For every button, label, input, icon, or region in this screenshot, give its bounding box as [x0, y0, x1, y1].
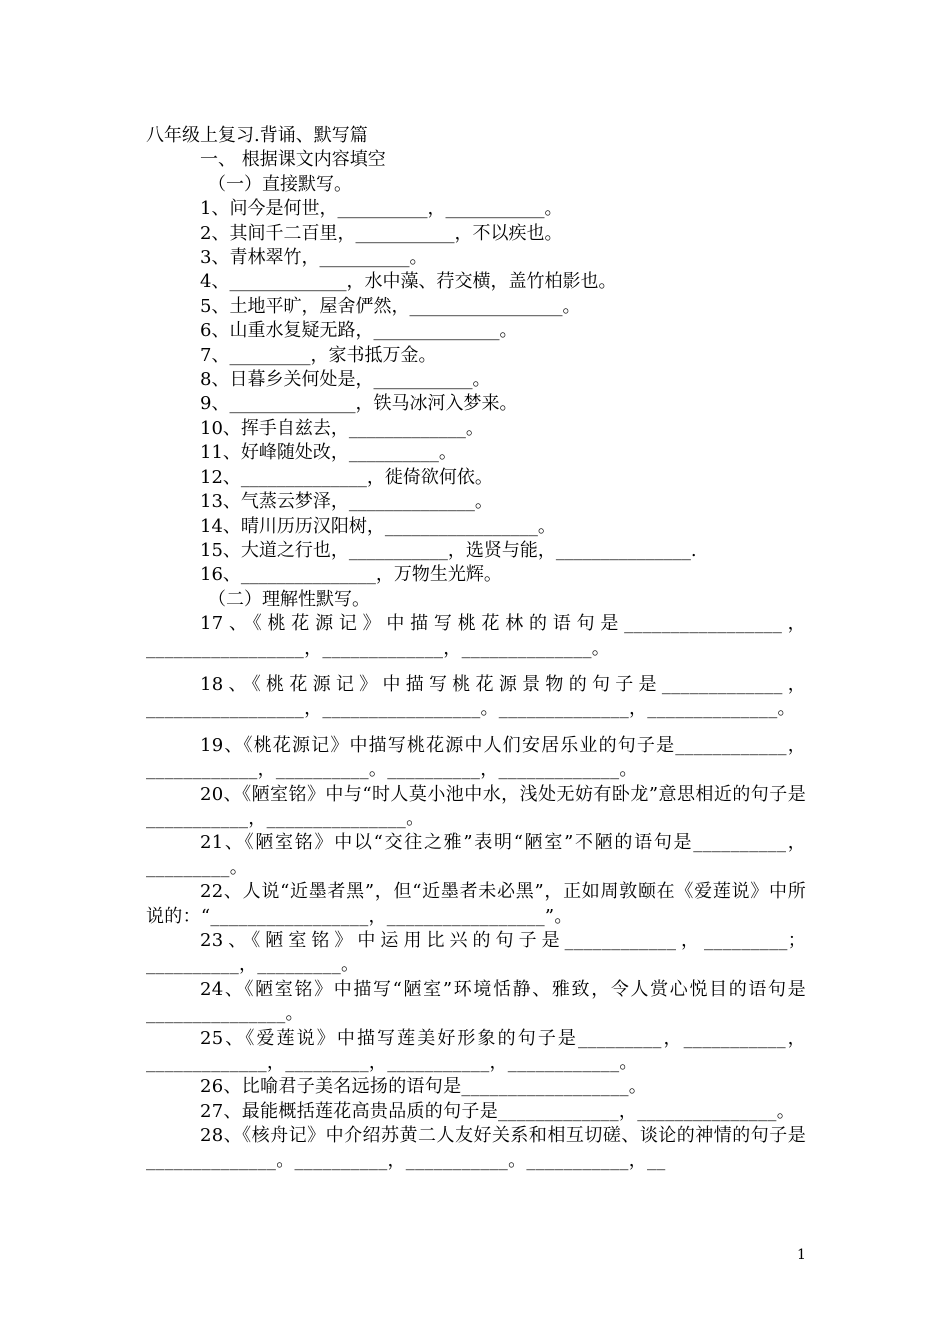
- fill-item: 16、_______________，万物生光辉。: [200, 564, 502, 586]
- question-paragraph: 23、《陋室铭》中运用比兴的句子是____________，_________；__________，_________。: [146, 930, 806, 976]
- question-paragraph: 22、人说“近墨者黑”，但“近墨者未必黑”，正如周敦颐在《爱莲说》中所说的：“_________________，_________________”。: [146, 881, 806, 927]
- question-paragraph: 26、比喻君子美名远扬的语句是__________________。: [200, 1076, 648, 1098]
- fill-item: 13、气蒸云梦泽，______________。: [200, 491, 493, 513]
- subsection-heading: （一）直接默写。: [208, 173, 352, 195]
- fill-item: 12、______________，徙倚欲何依。: [200, 466, 493, 488]
- document-body: [146, 124, 806, 1173]
- fill-item: 3、青林翠竹，__________。: [200, 247, 428, 269]
- question-paragraph: 17、《桃花源记》中描写桃花林的语句是_________________，_________________，_____________，______________。: [146, 613, 806, 659]
- fill-item: 7、_________，家书抵万金。: [200, 344, 437, 366]
- question-paragraph: 28、《核舟记》中介绍苏黄二人友好关系和相互切磋、谈论的神情的句子是______________。__________，___________。___________，__: [146, 1125, 806, 1171]
- subsection-heading: （二）理解性默写。: [208, 588, 370, 610]
- page-title: 八年级上复习.背诵、默写篇: [146, 125, 368, 146]
- fill-item: 9、______________，铁马冰河入梦来。: [200, 393, 518, 415]
- fill-item: 15、大道之行也，___________，选贤与能，_______________.: [200, 539, 697, 561]
- fill-item: 5、土地平旷，屋舍俨然，_________________。: [200, 295, 581, 317]
- question-paragraph: 25、《爱莲说》中描写莲美好形象的句子是_________，___________，_____________，_________，___________，____________。: [146, 1027, 806, 1074]
- fill-item: 11、好峰随处改，__________。: [200, 442, 457, 464]
- fill-item: 2、其间千二百里，___________，不以疾也。: [200, 222, 563, 244]
- question-paragraph: 20、《陋室铭》中与“时人莫小池中水，浅处无妨有卧龙”意思相近的句子是___________，_______________。: [146, 783, 806, 829]
- question-paragraph: 24、《陋室铭》中描写“陋室”环境恬静、雅致，令人赏心悦目的语句是_______________。: [146, 978, 806, 1025]
- fill-item: 4、_____________，水中藻、荇交横，盖竹柏影也。: [200, 271, 617, 293]
- fill-item: 6、山重水复疑无路，______________。: [200, 320, 518, 342]
- question-paragraph: 19、《桃花源记》中描写桃花源中人们安居乐业的句子是____________，____________，__________。__________，_____________。: [146, 734, 806, 781]
- section-heading: 一、 根据课文内容填空: [200, 149, 386, 171]
- fill-item: 10、挥手自兹去，_____________。: [200, 417, 484, 439]
- fill-item: 14、晴川历历汉阳树，_________________。: [200, 515, 556, 537]
- page-number: 1: [797, 1247, 806, 1263]
- question-paragraph: 21、《陋室铭》中以“交往之雅”表明“陋室”不陋的语句是__________，_________。: [146, 832, 806, 878]
- fill-item: 8、日暮乡关何处是，___________。: [200, 369, 491, 391]
- question-paragraph: 27、最能概括莲花高贵品质的句子是_____________，_______________。: [200, 1100, 796, 1122]
- question-paragraph: 18、《桃花源记》中描写桃花源景物的句子是_____________，_________________，_________________。______________，______________。: [146, 673, 806, 720]
- fill-item: 1、问今是何世，__________，___________。: [200, 198, 563, 220]
